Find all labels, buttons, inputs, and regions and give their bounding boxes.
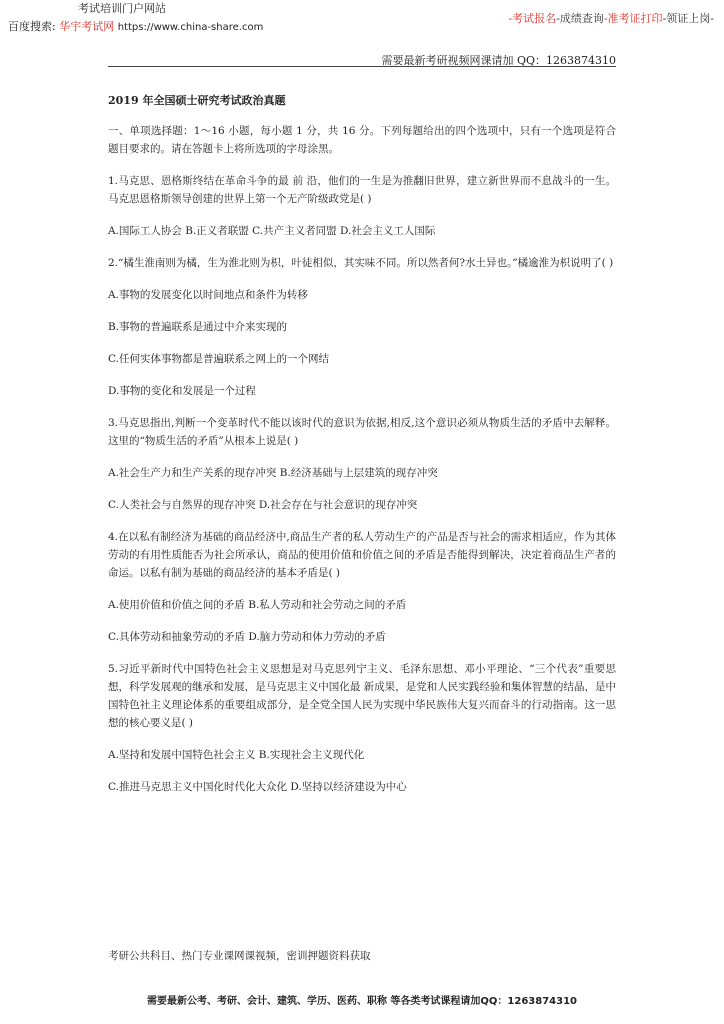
question-4: 4.在以私有制经济为基础的商品经济中,商品生产者的私人劳动生产的产品是否与社会的需求相适应，作为其体劳动的有用性质能否为社会所承认，商品的使用价值和价值之间的矛盾是否能得到解决，决定着商品生产者的命运。以私有制为基础的商品经济的基本矛盾是( ) bbox=[108, 531, 616, 579]
score-query-link[interactable]: -成绩查询 bbox=[556, 12, 604, 25]
question-2-option-c: C.任何实体事物都是普遍联系之网上的一个网结 bbox=[108, 353, 329, 365]
question-2-option-d: D.事物的变化和发展是一个过程 bbox=[108, 385, 256, 397]
question-3-options-ab: A.社会生产力和生产关系的现存冲突 B.经济基础与上层建筑的现存冲突 bbox=[108, 467, 438, 479]
question-5-options-cd: C.推进马克思主义中国化时代化大众化 D.坚持以经济建设为中心 bbox=[108, 781, 407, 793]
question-5-options-ab: A.坚持和发展中国特色社会主义 B.实现社会主义现代化 bbox=[108, 749, 365, 761]
question-2-option-a: A.事物的发展变化以时间地点和条件为转移 bbox=[108, 289, 308, 301]
certificate-link[interactable]: -领证上岗- bbox=[662, 12, 714, 25]
footer-note: 考研公共科目、热门专业课网课视频，密训押题资料获取 bbox=[108, 950, 371, 962]
question-2-option-b: B.事物的普遍联系是通过中介来实现的 bbox=[108, 321, 288, 333]
question-4-options-cd: C.具体劳动和抽象劳动的矛盾 D.脑力劳动和体力劳动的矛盾 bbox=[108, 631, 386, 643]
admission-print-link[interactable]: -准考证打印 bbox=[603, 12, 663, 25]
document-body bbox=[108, 92, 616, 810]
footer-contact: 需要最新公考、考研、会计、建筑、学历、医药、职称 等各类考试课程请加QQ：1263874310 bbox=[146, 996, 578, 1007]
site-url-link[interactable]: https://www.china-share.com bbox=[117, 22, 264, 33]
question-3: 3.马克思指出,判断一个变革时代不能以该时代的意识为依据,相反,这个意识必须从物质生活的矛盾中去解释。这里的“物质生活的矛盾”从根本上说是( ) bbox=[108, 417, 616, 447]
document-title: 2019 年全国硕士研究考试政治真题 bbox=[108, 94, 286, 107]
question-5: 5.习近平新时代中国特色社会主义思想是对马克思列宁主义、毛泽东思想、邓小平理论、“三个代表”重要思想，科学发展观的继承和发展，是马克思主义中国化最 新成果，是党和人民实践经验和集体智慧的结晶，是中国特色社主义理论体系的重要组成部分，是全党全国人民为实现中华民族伟大复兴而奋斗的行动指南。这一思想的核心要义是( ) bbox=[108, 663, 616, 729]
site-header bbox=[8, 0, 263, 37]
search-label: 百度搜索: bbox=[8, 20, 56, 33]
question-1: 1.马克思、恩格斯终结在革命斗争的最 前 沿，他们的一生是为推翻旧世界，建立新世界而不息战斗的一生。马克思恩格斯领导创建的世界上第一个无产阶级政党是( ) bbox=[108, 175, 616, 205]
header-links bbox=[508, 10, 714, 26]
qq-notice: 需要最新考研视频网课请加 QQ：1263874310 bbox=[381, 54, 616, 67]
site-name: 考试培训门户网站 bbox=[78, 2, 166, 15]
header-divider bbox=[108, 66, 616, 67]
exam-signup-link[interactable]: -考试报名 bbox=[508, 12, 557, 25]
section-instructions: 一、单项选择题：1～16 小题，每小题 1 分，共 16 分。下列每题给出的四个选项中，只有一个选项是符合题目要求的。请在答题卡上将所选项的字母涂黑。 bbox=[108, 125, 616, 155]
question-2: 2.“橘生淮南则为橘，生为淮北则为枳，叶徒相似，其实味不同。所以然者何?水土异也。”橘逾淮为枳说明了( ) bbox=[108, 257, 614, 269]
question-3-options-cd: C.人类社会与自然界的现存冲突 D.社会存在与社会意识的现存冲突 bbox=[108, 499, 418, 511]
question-4-options-ab: A.使用价值和价值之间的矛盾 B.私人劳动和社会劳动之间的矛盾 bbox=[108, 599, 407, 611]
question-1-options: A.国际工人协会 B.正义者联盟 C.共产主义者同盟 D.社会主义工人国际 bbox=[108, 225, 436, 237]
search-brand-link[interactable]: 华宇考试网 bbox=[59, 20, 115, 33]
